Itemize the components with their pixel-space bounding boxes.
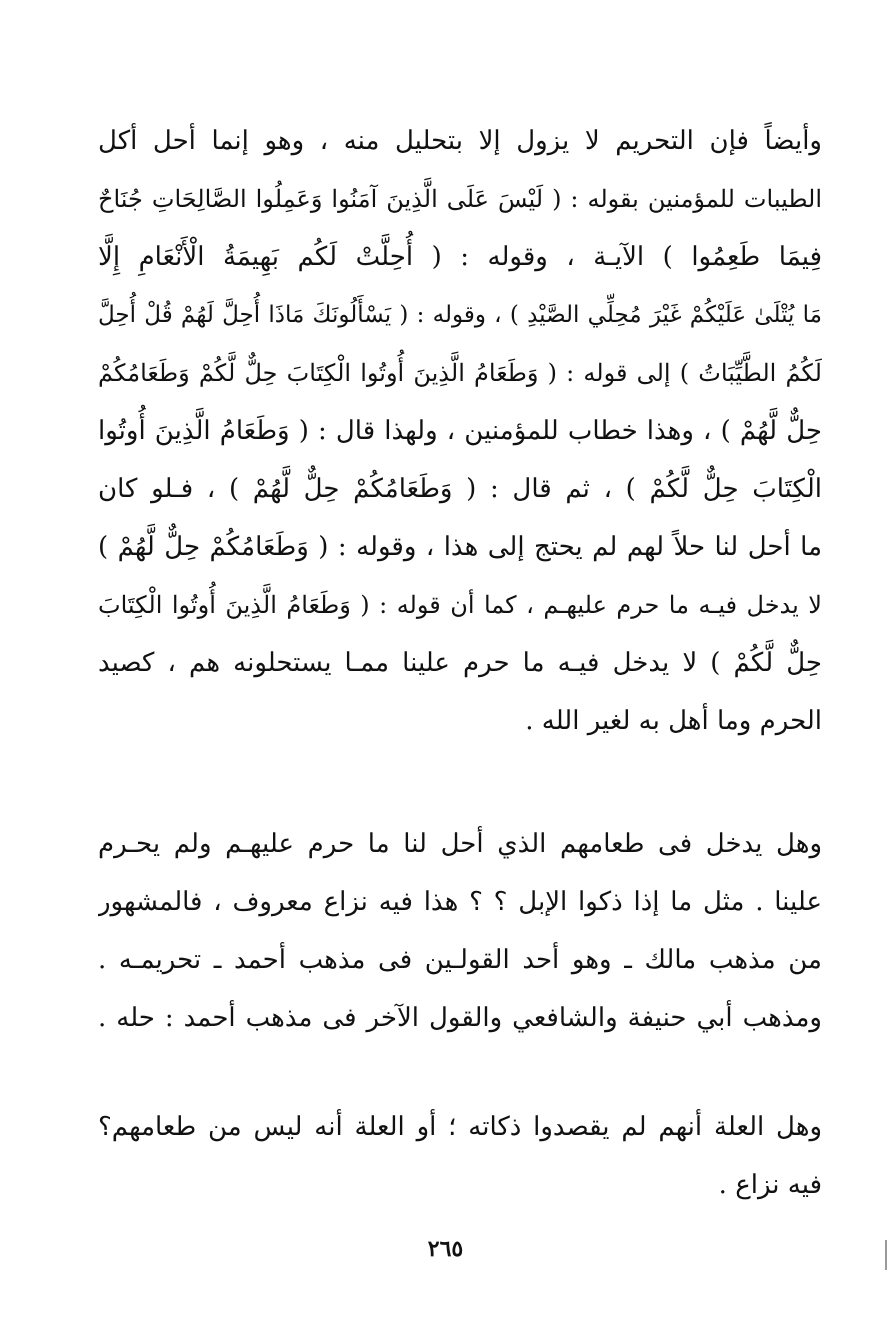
text-line: الطيبات للمؤمنين بقوله : ( لَيْسَ عَلَى الَّذِينَ آمَنُوا وَعَمِلُوا الصَّالِحَاتِ جُنَاحٌ [98, 185, 822, 213]
text-line: فِيمَا طَعِمُوا ) الآيـة ، وقوله : ( أُحِلَّتْ لَكُم بَهِيمَةُ الْأَنْعَامِ إِلَّا [98, 242, 822, 272]
paragraph-1 [98, 112, 822, 750]
text-line: ما أحل لنا حلاً لهم لم يحتج إلى هذا ، وقوله : ( وَطَعَامُكُمْ حِلٌّ لَّهُمْ ) [98, 532, 822, 562]
paragraph-2 [98, 815, 822, 1047]
text-line: حِلٌّ لَّكُمْ ) لا يدخل فيـه ما حرم علينا ممـا يستحلونه هم ، كصيد [98, 648, 822, 678]
text-line: حِلٌّ لَّهُمْ ) ، وهذا خطاب للمؤمنين ، ولهذا قال : ( وَطَعَامُ الَّذِينَ أُوتُوا [98, 416, 822, 446]
text-line: الْكِتَابَ حِلٌّ لَّكُمْ ) ، ثم قال : ( وَطَعَامُكُمْ حِلٌّ لَّهُمْ ) ، فـلو كان [98, 474, 822, 504]
text-line: الحرم وما أهل به لغير الله . [525, 706, 822, 736]
scan-edge-mark [885, 1240, 887, 1270]
text-line: وهل العلة أنهم لم يقصدوا ذكاته ؛ أو العلة أنه ليس من طعامهم؟ [98, 1112, 822, 1142]
paragraph-3 [98, 1098, 822, 1214]
text-line: وأيضاً فإن التحريم لا يزول إلا بتحليل منه ، وهو إنما أحل أكل [98, 126, 822, 156]
text-line: وهل يدخل فى طعامهم الذي أحل لنا ما حرم عليهـم ولم يحـرم [98, 829, 822, 859]
text-line: مَا يُتْلَىٰ عَلَيْكُمْ غَيْرَ مُحِلِّي الصَّيْدِ ) ، وقوله : ( يَسْأَلُونَكَ مَاذَا أُحِلَّ لَهُمْ قُلْ أُحِلَّ [98, 302, 822, 328]
text-line: لا يدخل فيـه ما حرم عليهـم ، كما أن قوله : ( وَطَعَامُ الَّذِينَ أُوتُوا الْكِتَابَ [98, 591, 822, 619]
text-line: لَكُمُ الطَّيِّبَاتُ ) إلى قوله : ( وَطَعَامُ الَّذِينَ أُوتُوا الْكِتَابَ حِلٌّ لَّكُمْ وَطَعَامُكُمْ [98, 359, 822, 387]
text-line: فيه نزاع . [718, 1170, 822, 1200]
text-line: علينا . مثل ما إذا ذكوا الإبل ؟ ؟ هذا فيه نزاع معروف ، فالمشهور [98, 887, 822, 917]
text-line: من مذهب مالك ـ وهو أحد القولـين فى مذهب أحمد ـ تحريمـه . [98, 945, 822, 975]
text-line: ومذهب أبي حنيفة والشافعي والقول الآخر فى مذهب أحمد : حله . [98, 1003, 822, 1033]
page-number: ٢٦٥ [427, 1236, 464, 1262]
